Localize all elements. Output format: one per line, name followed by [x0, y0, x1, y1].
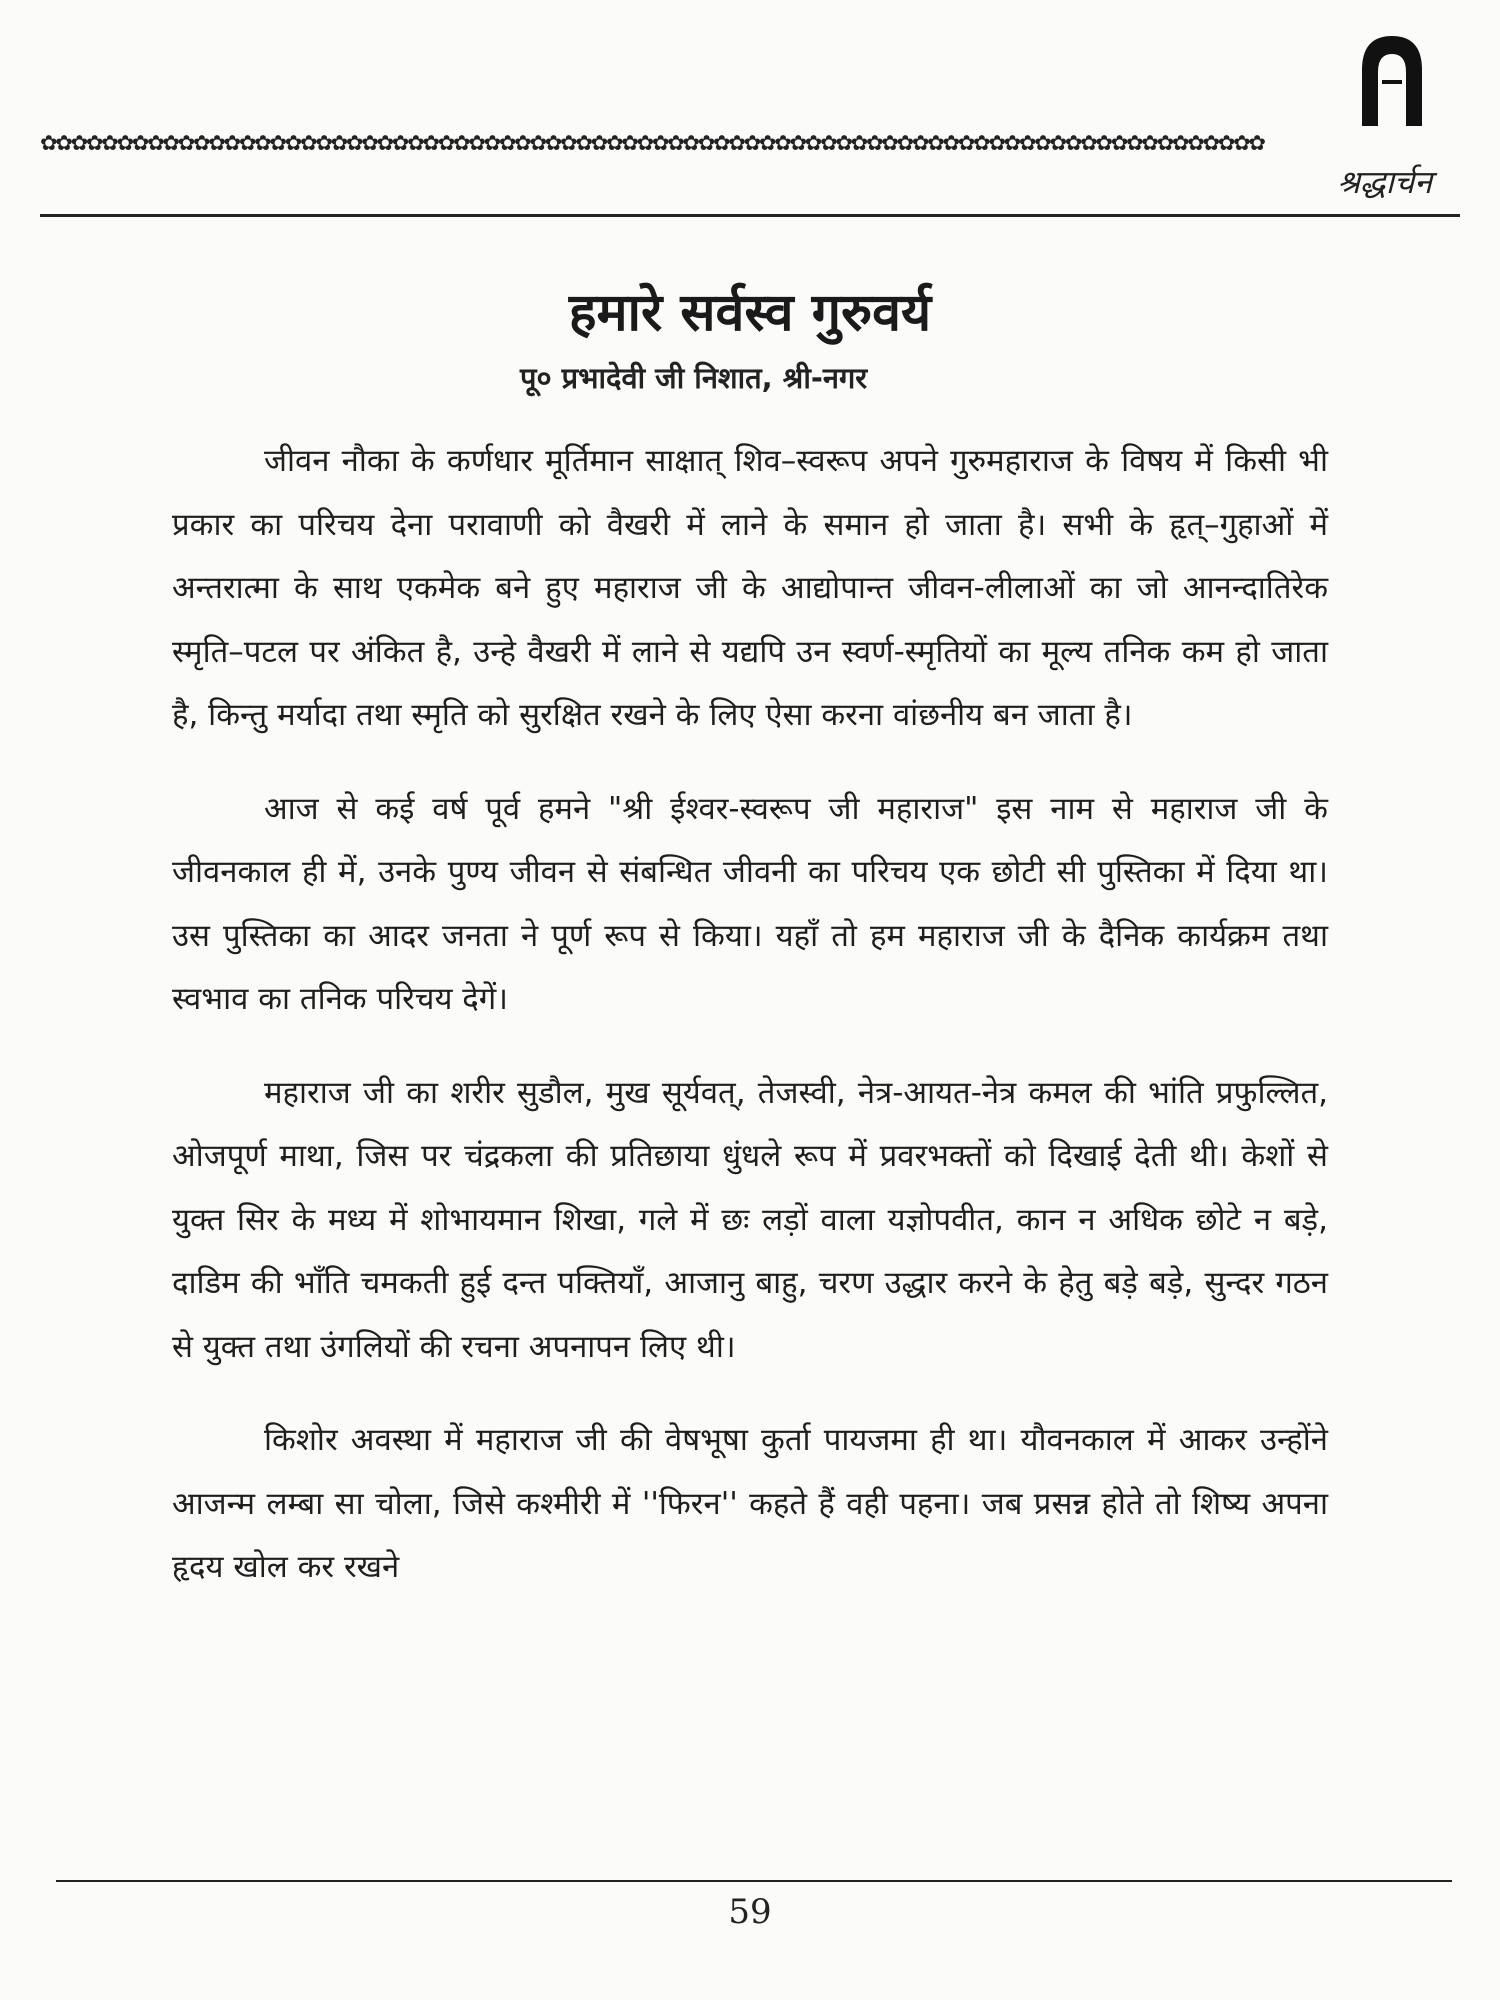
- article-body: [172, 430, 1328, 1600]
- footer-rule: [56, 1880, 1452, 1882]
- paragraph: महाराज जी का शरीर सुडौल, मुख सूर्यवत्, तेजस्वी, नेत्र-आयत-नेत्र कमल की भांति प्रफुल्लित, ओजपूर्ण माथा, जिस पर चंद्रकला की प्रतिछाया धुंधले रूप में प्रवरभक्तों को दिखाई देती थी। केशों से युक्त सिर के मध्य में शोभायमान शिखा, गले में छः लड़ों वाला यज्ञोपवीत, कान न अधिक छोटे न बड़े, दाडिम की भाँति चमकती हुई दन्त पक्तियाँ, आजानु बाहु, चरण उद्धार करने के हेतु बड़े बड़े, सुन्दर गठन से युक्त तथा उंगलियों की रचना अपनापन लिए थी।: [172, 1074, 1328, 1365]
- arch-emblem-icon: [1356, 30, 1428, 130]
- paragraph: जीवन नौका के कर्णधार मूर्तिमान साक्षात् शिव–स्वरूप अपने गुरुमहाराज के विषय में किसी भी प्रकार का परिचय देना परावाणी को वैखरी में लाने के समान हो जाता है। सभी के हृत्–गुहाओं में अन्तरात्मा के साथ एकमेक बने हुए महाराज जी के आद्योपान्त जीवन-लीलाओं का जो आनन्दातिरेक स्मृति–पटल पर अंकित है, उन्हे वैखरी में लाने से यद्यपि उन स्वर्ण-स्मृतियों का मूल्य तनिक कम हो जाता है, किन्तु मर्यादा तथा स्मृति को सुरक्षित रखने के लिए ऐसा करना वांछनीय बन जाता है।: [172, 443, 1329, 733]
- paragraph: किशोर अवस्था में महाराज जी की वेषभूषा कुर्ता पायजमा ही था। यौवनकाल में आकर उन्होंने आजन्म लम्बा सा चोला, जिसे कश्मीरी में ''फिरन'' कहते हैं वही पहना। जब प्रसन्न होते तो शिष्य अपना हृदय खोल कर रखने: [172, 1422, 1328, 1585]
- article-title: हमारे सर्वस्व गुरुवर्य: [568, 283, 932, 343]
- ornamental-star-border: ✿✿✿✿✿✿✿✿✿✿✿✿✿✿✿✿✿✿✿✿✿✿✿✿✿✿✿✿✿✿✿✿✿✿✿✿✿✿✿✿✿✿✿✿✿✿✿✿✿✿✿✿✿✿✿✿✿✿✿✿✿✿✿✿✿✿✿✿✿✿✿✿✿✿✿✿✿✿✿✿: [40, 131, 1264, 155]
- paragraph: आज से कई वर्ष पूर्व हमने "श्री ईश्वर-स्वरूप जी महाराज" इस नाम से महाराज जी के जीवनकाल ही में, उनके पुण्य जीवन से संबन्धित जीवनी का परिचय एक छोटी सी पुस्तिका में दिया था। उस पुस्तिका का आदर जनता ने पूर्ण रूप से किया। यहाँ तो हम महाराज जी के दैनिक कार्यक्रम तथा स्वभाव का तनिक परिचय देगें।: [172, 790, 1328, 1017]
- header-rule: [40, 214, 1460, 217]
- running-head: श्रद्धार्चन: [1337, 163, 1432, 201]
- page-number: 59: [728, 1892, 772, 1932]
- article-byline: पू० प्रभादेवी जी निशात, श्री-नगर: [520, 361, 868, 395]
